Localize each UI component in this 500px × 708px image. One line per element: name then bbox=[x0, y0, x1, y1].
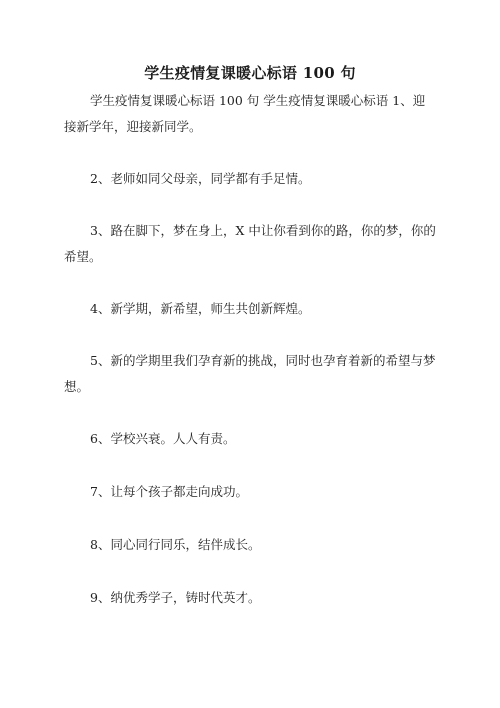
paragraph-item-4: 4、新学期，新希望，师生共创新辉煌。 bbox=[90, 301, 311, 316]
paragraph-intro: 学生疫情复课暖心标语 100 句 学生疫情复课暖心标语 1、迎接新学年，迎接新同学。 bbox=[64, 93, 426, 134]
paragraph-item-7: 7、让每个孩子都走向成功。 bbox=[90, 484, 248, 499]
paragraph-item-6: 6、学校兴衰。人人有责。 bbox=[90, 431, 236, 446]
paragraph-item-3: 3、路在脚下，梦在身上，X 中让你看到你的路，你的梦，你的希望。 bbox=[64, 223, 436, 264]
paragraph-item-5: 5、新的学期里我们孕育新的挑战，同时也孕育着新的希望与梦想。 bbox=[64, 353, 436, 394]
paragraph-item-2: 2、老师如同父母亲，同学都有手足情。 bbox=[90, 171, 311, 186]
paragraph-item-9: 9、纳优秀学子，铸时代英才。 bbox=[90, 590, 261, 605]
document-title: 学生疫情复课暖心标语 100 句 bbox=[144, 64, 356, 82]
paragraph-item-8: 8、同心同行同乐，结伴成长。 bbox=[90, 537, 261, 552]
